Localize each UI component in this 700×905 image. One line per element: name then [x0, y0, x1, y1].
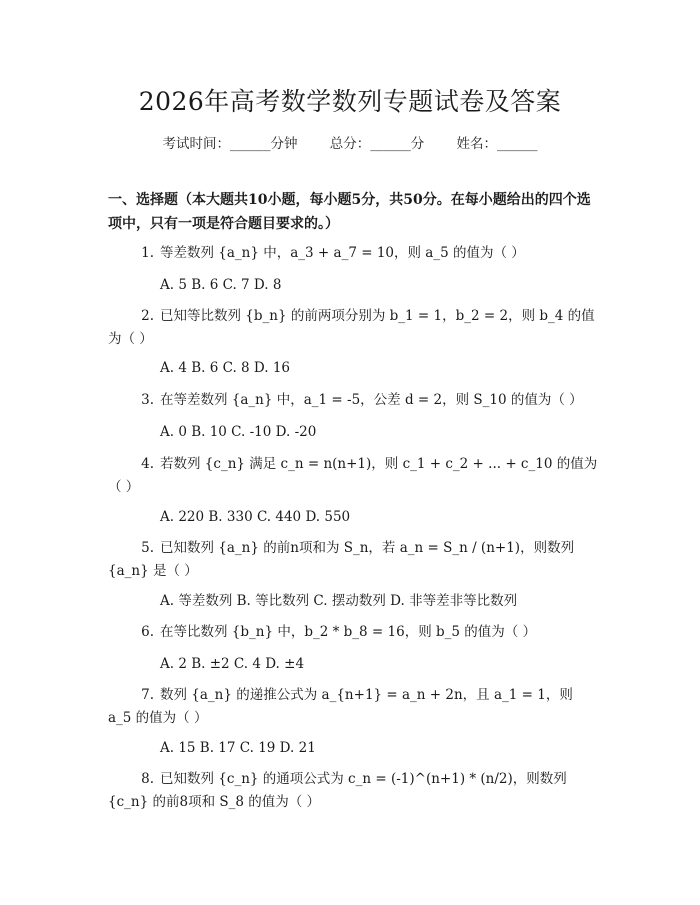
question-5-options: A. 等差数列 B. 等比数列 C. 摆动数列 D. 非等差非等比数列 [160, 593, 518, 609]
question-text: 等差数列 {a_n} 中，a_3 + a_7 = 10，则 a_5 的值为（ ） [160, 245, 525, 261]
section-heading-multiple-choice: 一、选择题（本大题共10小题，每小题5分，共50分。在每小题给出的四个选项中，只有一项是符合题目要求的。） [108, 192, 591, 232]
question-number: 7. [141, 687, 154, 703]
question-text: 在等差数列 {a_n} 中，a_1 = -5，公差 d = 2，则 S_10 的值为（ ） [160, 392, 583, 408]
question-6-options: A. 2 B. ±2 C. 4 D. ±4 [160, 656, 305, 672]
exam-meta [0, 132, 700, 152]
question-number: 2. [141, 308, 154, 324]
question-text: 已知等比数列 {b_n} 的前两项分别为 b_1 = 1，b_2 = 2，则 b_4 的值为（ ） [108, 308, 595, 347]
question-text: 已知数列 {c_n} 的通项公式为 c_n = (-1)^(n+1) * (n/2)，则数列 {c_n} 的前8项和 S_8 的值为（ ） [108, 771, 567, 810]
total-score-field: 总分：______分 [329, 136, 425, 152]
question-number: 8. [141, 771, 154, 787]
question-number: 6. [141, 624, 154, 640]
question-2-options: A. 4 B. 6 C. 8 D. 16 [160, 360, 291, 376]
question-7 [108, 684, 600, 730]
question-2 [108, 305, 600, 351]
question-text: 已知数列 {a_n} 的前n项和为 S_n，若 a_n = S_n / (n+1)，则数列 {a_n} 是（ ） [108, 540, 575, 579]
exam-time-field: 考试时间：______分钟 [162, 136, 298, 152]
question-number: 4. [141, 456, 154, 472]
question-7-options: A. 15 B. 17 C. 19 D. 21 [160, 740, 316, 756]
question-3 [108, 389, 600, 412]
question-4 [108, 453, 600, 499]
question-1-options: A. 5 B. 6 C. 7 D. 8 [160, 277, 282, 293]
question-number: 1. [141, 245, 154, 261]
question-number: 3. [141, 392, 154, 408]
question-number: 5. [141, 540, 154, 556]
page-title: 2026年高考数学数列专题试卷及答案 [138, 87, 562, 116]
question-3-options: A. 0 B. 10 C. -10 D. -20 [160, 424, 317, 440]
student-name-field: 姓名：______ [456, 136, 538, 152]
question-1 [108, 242, 600, 265]
question-text: 若数列 {c_n} 满足 c_n = n(n+1)，则 c_1 + c_2 + ... + c_10 的值为（ ） [108, 456, 598, 495]
question-text: 在等比数列 {b_n} 中，b_2 * b_8 = 16，则 b_5 的值为（ ） [160, 624, 537, 640]
question-text: 数列 {a_n} 的递推公式为 a_{n+1} = a_n + 2n，且 a_1 = 1，则 a_5 的值为（ ） [108, 687, 573, 726]
question-6 [108, 621, 600, 644]
question-8 [108, 768, 600, 814]
question-5 [108, 537, 600, 583]
question-4-options: A. 220 B. 330 C. 440 D. 550 [160, 509, 351, 525]
